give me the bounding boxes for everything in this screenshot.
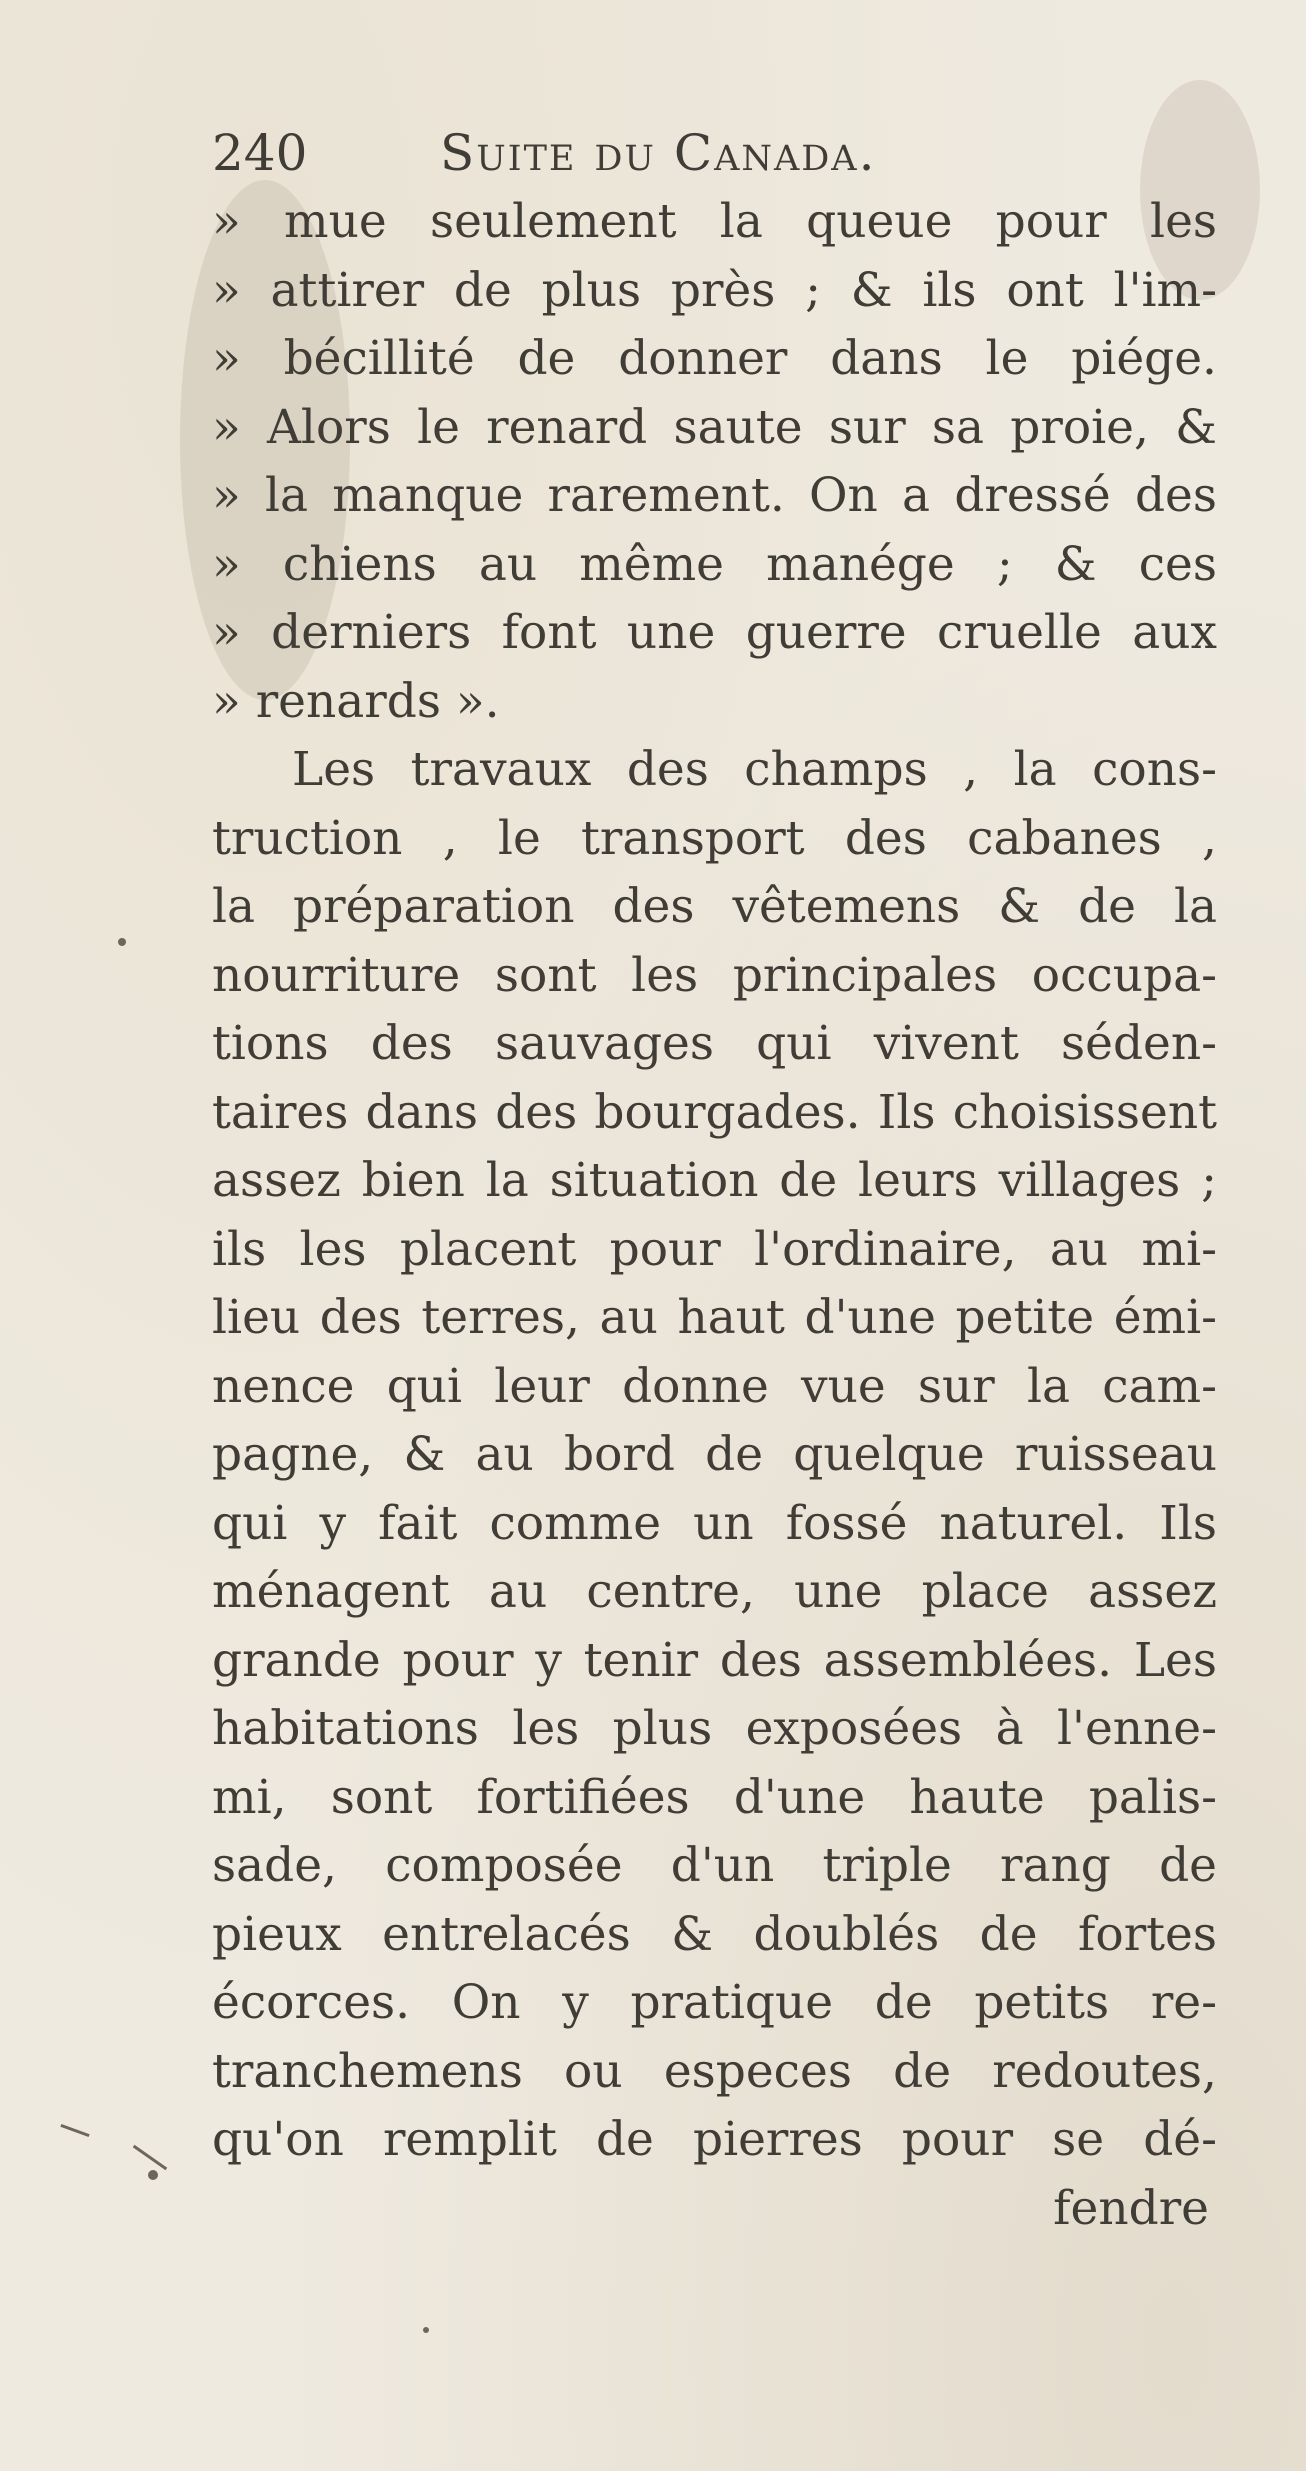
text-line: » chiens au même manége ; & ces: [212, 536, 1217, 592]
text-line: lieu des terres, au haut d'une petite émi-: [212, 1290, 1217, 1345]
text-line: » attirer de plus près ; & ils ont l'im-: [212, 262, 1217, 318]
text-line: grande pour y tenir des assemblées. Les: [212, 1632, 1217, 1688]
text-line: nence qui leur donne vue sur la cam-: [212, 1358, 1217, 1414]
text-line: mi, sont fortifiées d'une haute palis-: [212, 1769, 1217, 1825]
text-line: qui y fait comme un fossé naturel. Ils: [212, 1495, 1217, 1551]
text-line: habitations les plus exposées à l'enne-: [212, 1701, 1217, 1756]
catchword: fendre: [1053, 2180, 1209, 2236]
text-block: [212, 118, 1217, 2243]
margin-mark: [423, 2327, 429, 2333]
text-line: qu'on remplit de pierres pour se dé-: [212, 2112, 1217, 2167]
running-head: Suite du Canada.: [440, 124, 877, 182]
text-line: sade, composée d'un triple rang de: [212, 1838, 1217, 1893]
text-line: tions des sauvages qui vivent séden-: [212, 1016, 1217, 1071]
margin-mark: [60, 2124, 89, 2137]
text-line: taires dans des bourgades. Ils choisissent: [212, 1084, 1217, 1140]
text-line: assez bien la situation de leurs villages ;: [212, 1153, 1217, 1208]
text-line: » Alors le renard saute sur sa proie, &: [212, 399, 1217, 455]
text-line: ils les placent pour l'ordinaire, au mi-: [212, 1221, 1217, 1277]
text-line: écorces. On y pratique de petits re-: [212, 1975, 1217, 2030]
margin-mark: [118, 938, 126, 946]
text-line: nourriture sont les principales occupa-: [212, 947, 1217, 1003]
text-line: pagne, & au bord de quelque ruisseau: [212, 1427, 1217, 1482]
page-number: 240: [212, 124, 308, 182]
page-header: [212, 118, 1217, 188]
text-line: truction , le transport des cabanes ,: [212, 810, 1217, 866]
text-line: la préparation des vêtemens & de la: [212, 879, 1217, 934]
text-line: » mue seulement la queue pour les: [212, 194, 1217, 249]
margin-mark: [133, 2145, 167, 2170]
paragraph-start-line: Les travaux des champs , la cons-: [292, 742, 1217, 797]
text-line: » la manque rarement. On a dressé des: [212, 468, 1217, 523]
text-line: » bécillité de donner dans le piége.: [212, 331, 1217, 386]
text-line: pieux entrelacés & doublés de fortes: [212, 1906, 1217, 1962]
text-line: » renards ».: [212, 673, 500, 729]
text-line: ménagent au centre, une place assez: [212, 1564, 1217, 1619]
text-line: tranchemens ou especes de redoutes,: [212, 2043, 1217, 2099]
text-line: » derniers font une guerre cruelle aux: [212, 605, 1217, 660]
margin-mark: [148, 2170, 158, 2180]
